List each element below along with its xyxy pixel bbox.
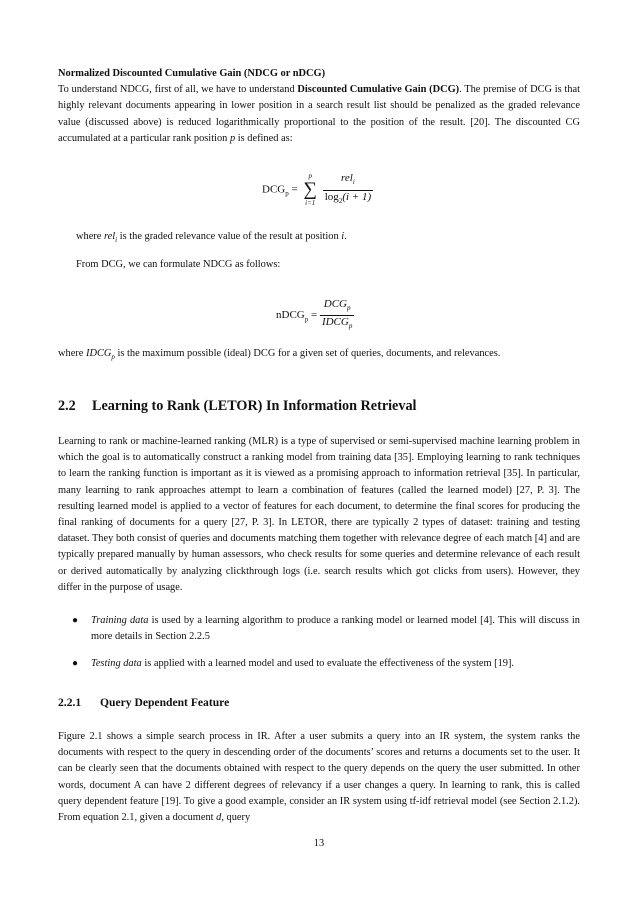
ndcg-equation: nDCG$_p$ = $\frac{DCG_p}{IDCG_p}$ xyxy=(276,298,354,333)
ndcg-fraction: $\frac{DCG_p}{IDCG_p}$ xyxy=(320,298,354,333)
bullet-training-data: ● Training data is used by a learning algorithm to produce a ranking model or learned model [4]. This will discuss in more details in Section 2.2.5 xyxy=(72,615,581,643)
bullet-testing-data: ● Testing data is applied with a learned model and used to evaluate the effectiveness of the system [19]. xyxy=(58,656,580,672)
dcg-term: Discounted Cumulative Gain (DCG) xyxy=(297,84,460,96)
ndcg-paragraph: Normalized Discounted Cumulative Gain (NDCG or nDCG) To understand NDCG, first of all, we have to understand Discounted Cumulative Gain (DCG). The premise of DCG is that highly relevant documents appearing in lower position in a search result list should be penalized as the graded relevance value (discussed above) is reduced logarithmically proportional to the position of the result. [20]. The discounted CG accumulated at a particular rank position p is defined as: xyxy=(58,68,580,144)
dcg-equation: $DCG_p$ = p ∑ i=1 $\frac{rel_i}{\log_2(i + 1)}$ xyxy=(262,172,372,207)
qdf-block xyxy=(58,729,580,826)
letor-block xyxy=(58,434,580,596)
letor-paragraph: Learning to rank or machine-learned ranking (MLR) is a type of supervised or semi-supervised machine learning problem in which the goal is to automatically construct a ranking model from training data [35]. Employing learning to rank techniques to learn the ranking function is important as it is viewed as a promising approach to information retrieval [35]. In particular, many learning to rank approaches attempt to learn a combination of features (called the learned model) [27, P. 3]. The resulting learned model is applied to a vector of features for each document, to determine the final scores for producing the final ranking of documents for a query [27, P. 3]. In LETOR, there are typically 2 types of dataset: training and testing dataset. They both consist of queries and documents matching them together with relevance degree of each match [4] and are typically prepared manually by human assessors, who check results for some queries and determine relevance of each result or derived automatically by analyzing clickthrough logs (i.e. search results which got clicks from users). However, they differ in the purpose of usage. xyxy=(58,436,580,593)
section-2-2-1-heading: 2.2.1 Query Dependent Feature xyxy=(58,696,230,709)
page-number: 13 xyxy=(313,838,325,849)
where-idcg-line: where $IDCG_p$ is the maximum possible (ideal) DCG for a given set of queries, documents, and relevances. xyxy=(58,348,501,362)
section-2-2-heading: 2.2 Learning to Rank (LETOR) In Information Retrieval xyxy=(58,398,417,414)
qdf-paragraph: Figure 2.1 shows a simple search process in IR. After a user submits a query into an IR system, the system ranks the documents with respect to the query in descending order of the documents’ scores and returns a documents set to the user. It can be clearly seen that the documents obtained with respect to the query depends on the query the user submitted. In other words, document A can have 2 different degrees of relevancy if a user changes a query. In learning to rank, this is called query dependent feature [19]. To give a good example, consider an IR system using tf-idf retrieval model (see Section 2.1.2). From equation 2.1, given a document d, query xyxy=(58,731,580,824)
summation-symbol: p ∑ i=1 xyxy=(303,172,317,207)
where-rel-line: where rel$_i$ is the graded relevance value of the result at position i. xyxy=(76,231,347,245)
ndcg-block xyxy=(58,66,580,147)
bullet-dot-icon: ● xyxy=(72,615,79,626)
dcg-fraction: $\frac{rel_i}{\log_2(i + 1)}$ xyxy=(323,172,373,207)
from-dcg-line: From DCG, we can formulate NDCG as follows: xyxy=(76,259,281,270)
dataset-bullet-list xyxy=(58,613,580,673)
bullet-dot-icon: ● xyxy=(72,658,79,670)
ndcg-run-in-heading: Normalized Discounted Cumulative Gain (NDCG or nDCG) xyxy=(58,68,326,79)
